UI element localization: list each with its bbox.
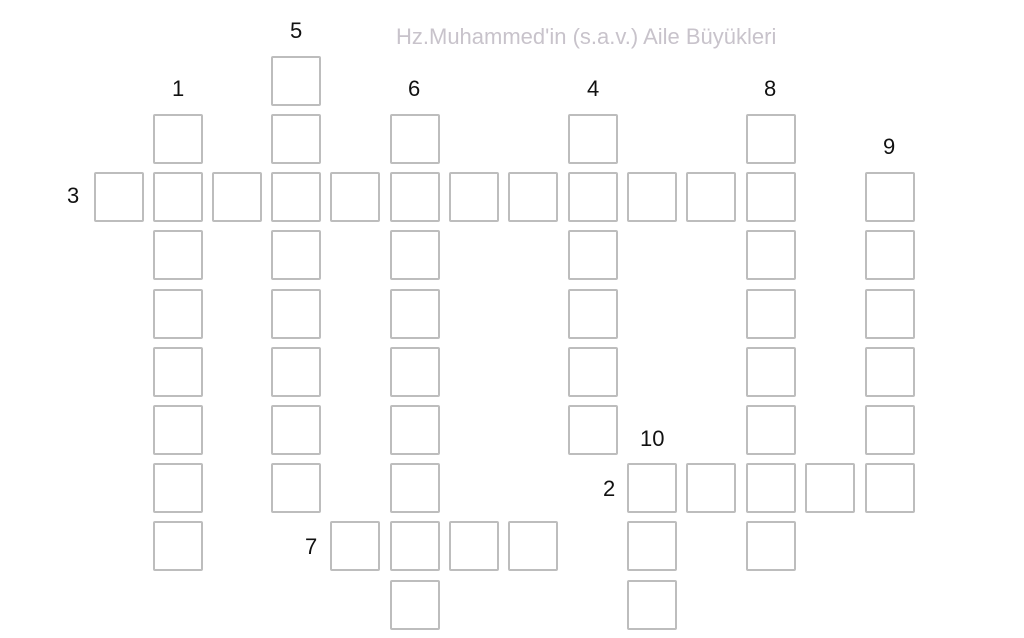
crossword-cell[interactable]	[330, 521, 380, 571]
crossword-cell[interactable]	[568, 347, 618, 397]
crossword-cell[interactable]	[271, 405, 321, 455]
crossword-cell[interactable]	[568, 289, 618, 339]
crossword-cell[interactable]	[746, 172, 796, 222]
crossword-cell[interactable]	[94, 172, 144, 222]
crossword-cell[interactable]	[153, 405, 203, 455]
crossword-cell[interactable]	[508, 172, 558, 222]
crossword-cell[interactable]	[271, 463, 321, 513]
crossword-cell[interactable]	[390, 521, 440, 571]
puzzle-title: Hz.Muhammed'in (s.a.v.) Aile Büyükleri	[396, 24, 777, 49]
crossword-cell[interactable]	[330, 172, 380, 222]
crossword-cell[interactable]	[686, 463, 736, 513]
crossword-cell[interactable]	[271, 114, 321, 164]
crossword-cell[interactable]	[686, 172, 736, 222]
crossword-cell[interactable]	[805, 463, 855, 513]
crossword-cell[interactable]	[390, 347, 440, 397]
crossword-cell[interactable]	[627, 580, 677, 630]
crossword-cell[interactable]	[627, 521, 677, 571]
crossword-cell[interactable]	[568, 114, 618, 164]
crossword-cell[interactable]	[153, 289, 203, 339]
crossword-cell[interactable]	[746, 405, 796, 455]
clue-number-6: 6	[408, 76, 421, 101]
clue-number-10: 10	[640, 426, 665, 451]
crossword-cell[interactable]	[390, 463, 440, 513]
crossword-cell[interactable]	[746, 347, 796, 397]
crossword-cell[interactable]	[865, 289, 915, 339]
crossword-cell[interactable]	[746, 114, 796, 164]
crossword-cell[interactable]	[390, 405, 440, 455]
crossword-cell[interactable]	[865, 230, 915, 280]
crossword-cell[interactable]	[390, 114, 440, 164]
clue-number-3: 3	[67, 183, 80, 208]
crossword-cell[interactable]	[153, 114, 203, 164]
crossword-cell[interactable]	[271, 172, 321, 222]
crossword-cell[interactable]	[271, 230, 321, 280]
crossword-cell[interactable]	[449, 172, 499, 222]
crossword-cell[interactable]	[390, 172, 440, 222]
crossword-cell[interactable]	[746, 230, 796, 280]
clue-number-2: 2	[603, 476, 616, 501]
crossword-cell[interactable]	[508, 521, 558, 571]
crossword-cell[interactable]	[390, 580, 440, 630]
clue-number-5: 5	[290, 18, 303, 43]
crossword-cell[interactable]	[449, 521, 499, 571]
crossword-cell[interactable]	[865, 405, 915, 455]
clue-number-4: 4	[587, 76, 600, 101]
crossword-cell[interactable]	[153, 172, 203, 222]
crossword-cell[interactable]	[153, 347, 203, 397]
crossword-cell[interactable]	[271, 289, 321, 339]
crossword-cell[interactable]	[627, 172, 677, 222]
crossword-cell[interactable]	[865, 463, 915, 513]
crossword-cell[interactable]	[212, 172, 262, 222]
crossword-cell[interactable]	[568, 172, 618, 222]
crossword-cell[interactable]	[865, 347, 915, 397]
crossword-cell[interactable]	[271, 347, 321, 397]
clue-number-9: 9	[883, 134, 896, 159]
crossword-cell[interactable]	[568, 405, 618, 455]
crossword-cell[interactable]	[627, 463, 677, 513]
clue-number-7: 7	[305, 534, 318, 559]
crossword-cell[interactable]	[153, 463, 203, 513]
crossword-cell[interactable]	[746, 463, 796, 513]
crossword-cell[interactable]	[746, 521, 796, 571]
clue-number-1: 1	[172, 76, 185, 101]
crossword-cell[interactable]	[390, 289, 440, 339]
crossword-cell[interactable]	[271, 56, 321, 106]
crossword-cell[interactable]	[390, 230, 440, 280]
crossword-cell[interactable]	[153, 230, 203, 280]
crossword-cell[interactable]	[568, 230, 618, 280]
crossword-cell[interactable]	[865, 172, 915, 222]
crossword-cell[interactable]	[746, 289, 796, 339]
crossword-cell[interactable]	[153, 521, 203, 571]
clue-number-8: 8	[764, 76, 777, 101]
